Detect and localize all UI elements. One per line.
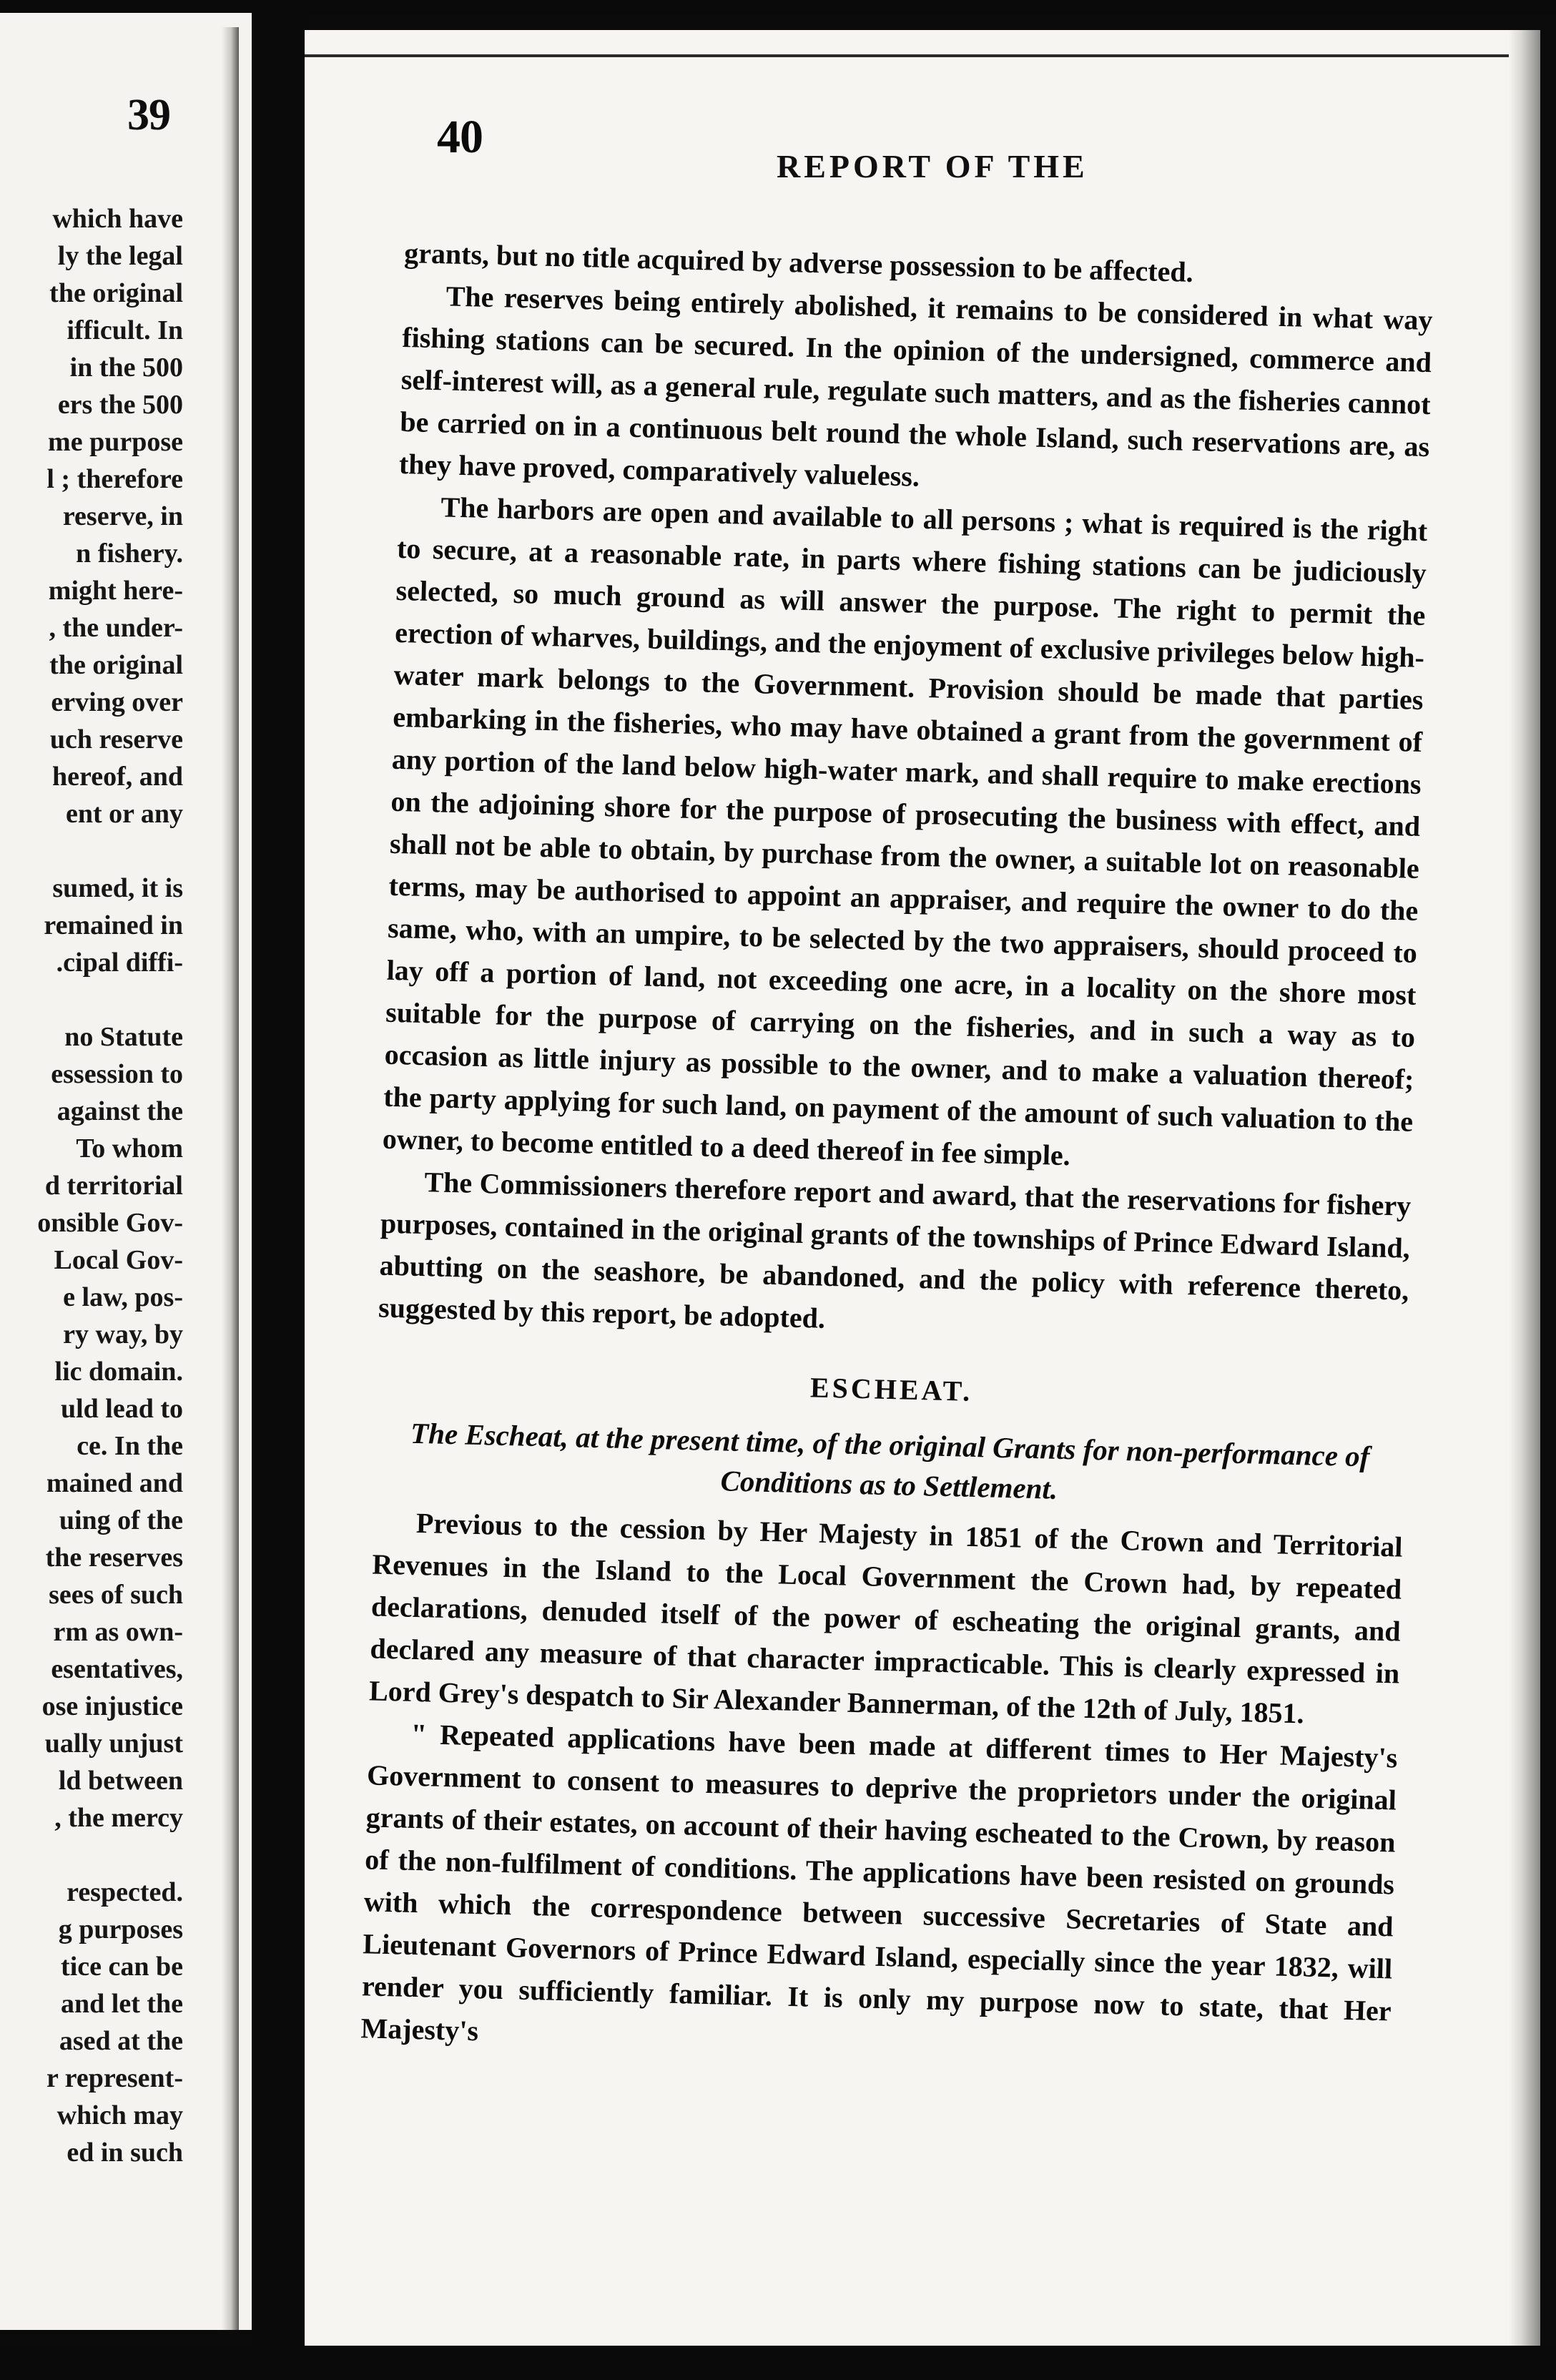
- previous-page-line: ce. In the: [77, 1431, 183, 1461]
- previous-page-line: tice can be: [61, 1952, 183, 1982]
- previous-page-line: reserve, in: [62, 501, 183, 531]
- previous-page-line: respected.: [67, 1877, 183, 1907]
- page-top-rule: [305, 54, 1513, 57]
- previous-page-line: g purposes: [58, 1914, 183, 1944]
- previous-page-line: might here-: [48, 576, 183, 606]
- current-page: [305, 30, 1540, 2347]
- previous-page-line: ased at the: [59, 2026, 183, 2056]
- page-edge-shadow: [1509, 30, 1540, 2347]
- paragraph: The harbors are open and available to all persons ; what is required is the right to secure, at a reasonable rate, in parts where fishing stations can be judiciously selected, so much ground as will answer the purpose. The right to permit the erection of wharves, buildings, and the enjoyment of exclusive privileges below high-water mark belongs to the Government. Provision should be made that parties embarking in the fisheries, who may have obtained a grant from the government of any portion of the land below high-water mark, and shall require to make erections on the adjoining shore for the purpose of prosecuting the business with effect, and shall not be able to obtain, by purchase from the owner, a suitable lot on reasonable terms, may be authorised to appoint an appraiser, and require the owner to do the same, who, with an umpire, to be selected by the two appraisers, should proceed to lay off a portion of land, not exceeding one acre, in a locality on the shore most suitable for the purpose of carrying on the fisheries, and in such a way as to occasion as little injury as possible to the owner, and to make a valuation thereof; the party applying for such land, on payment of the amount of such valuation to the owner, to become entitled to a deed thereof in fee simple.: [382, 491, 1428, 1172]
- previous-page-line: [0, 1836, 183, 1874]
- previous-page-line: Local Gov-: [54, 1245, 183, 1275]
- previous-page-line: ers the 500: [57, 390, 183, 420]
- paragraphs-after-heading: [360, 1500, 1403, 2074]
- paragraph: The Commissioners therefore report and award, that the reservations for fishery purposes, contained in the original grants of the townships of Prince Edward Island, abutting on the seashore, be abandoned, and the policy with reference thereto, suggested by this report, be adopted.: [378, 1166, 1412, 1334]
- previous-page-line: no Statute: [64, 1022, 183, 1052]
- previous-page-line: onsible Gov-: [37, 1208, 183, 1238]
- previous-page-line: lic domain.: [54, 1357, 183, 1387]
- previous-page-line: esentatives,: [51, 1654, 183, 1684]
- previous-page-line: [0, 981, 183, 1018]
- previous-page-line: and let the: [61, 1989, 183, 2019]
- previous-page-line: ose injustice: [41, 1691, 183, 1721]
- previous-page-line: rm as own-: [53, 1617, 183, 1647]
- previous-page-line: d territorial: [44, 1171, 183, 1201]
- book-gutter: [252, 0, 309, 2380]
- previous-page-line: me purpose: [48, 427, 183, 457]
- paragraphs-before-heading: [378, 232, 1434, 1354]
- previous-page-line: in the 500: [69, 353, 183, 383]
- previous-page-line: r represent-: [46, 2063, 183, 2093]
- previous-page-line: against the: [56, 1096, 183, 1126]
- paragraph: grants, but no title acquired by adverse possession to be affected.: [403, 236, 1194, 288]
- previous-page-text-fragment: [0, 200, 183, 2171]
- previous-page-line: essession to: [51, 1059, 183, 1089]
- running-head: REPORT OF THE: [777, 148, 1088, 185]
- previous-page-line: ed in such: [67, 2138, 183, 2168]
- previous-page-line: uch reserve: [49, 724, 183, 754]
- previous-page-line: ry way, by: [63, 1319, 183, 1349]
- previous-page-line: e law, pos-: [63, 1282, 183, 1312]
- body-text: [360, 232, 1434, 2074]
- scan-bottom-border: [0, 2346, 1556, 2380]
- previous-page-edge-shadow: [222, 27, 239, 2330]
- previous-page-line: the reserves: [45, 1543, 183, 1573]
- previous-page-line: [0, 832, 183, 870]
- paragraph: Previous to the cession by Her Majesty in 1851 of the Crown and Territorial Revenues in the Island to the Local Government the Crown had, by repeated declarations, denuded itself of the power of escheating the original grants, and declared any measure of that character impracticable. This is clearly expressed in Lord Grey's despatch to Sir Alexander Bannerman, of the 12th of July, 1851.: [368, 1506, 1404, 1730]
- previous-page-line: To whom: [76, 1134, 183, 1164]
- previous-page-line: which have: [52, 204, 183, 234]
- previous-page-line: mained and: [46, 1468, 183, 1498]
- section-subheading: The Escheat, at the present time, of the original Grants for non-performance of Conditions as to Settlement.: [410, 1416, 1370, 1505]
- previous-page-line: uld lead to: [60, 1394, 183, 1424]
- previous-page: [0, 13, 252, 2330]
- previous-page-number: 39: [127, 91, 170, 139]
- previous-page-line: ifficult. In: [67, 315, 183, 345]
- previous-page-line: ually unjust: [44, 1729, 183, 1759]
- previous-page-line: the original: [49, 278, 183, 308]
- previous-page-line: ent or any: [66, 799, 183, 829]
- section-heading: ESCHEAT.: [809, 1371, 973, 1407]
- previous-page-line: the original: [49, 650, 183, 680]
- previous-page-line: ld between: [58, 1766, 183, 1796]
- previous-page-line: .cipal diffi-: [56, 948, 183, 978]
- scan-top-border: [0, 0, 1556, 14]
- paragraph: The reserves being entirely abolished, it remains to be considered in what way fishing stations can be secured. In the opinion of the undersigned, commerce and self-interest will, as a general rule, regulate such matters, and as the fisheries cannot be carried on in a continuous belt round the whole Island, such reservations are, as they have proved, comparatively valueless.: [398, 280, 1433, 493]
- previous-page-line: remained in: [44, 910, 183, 940]
- page-number: 40: [437, 111, 483, 163]
- previous-page-line: erving over: [51, 687, 183, 717]
- previous-page-line: n fishery.: [76, 539, 183, 569]
- paragraph: " Repeated applications have been made at different times to Her Majesty's Government to consent to measures to deprive the proprietors under the original grants of their estates, on account of their having escheated to the Crown, by reason of the non-fulfilment of conditions. The applications have been resisted on grounds with which the correspondence between successive Secretaries of State and Lieutenant Governors of Prince Edward Island, especially since the year 1832, will render you sufficiently familiar. It is only my purpose now to state, that Her Majesty's: [360, 1717, 1398, 2047]
- previous-page-line: uing of the: [59, 1505, 183, 1535]
- previous-page-line: , the mercy: [54, 1803, 183, 1833]
- previous-page-line: sees of such: [49, 1580, 183, 1610]
- previous-page-line: which may: [56, 2100, 183, 2130]
- previous-page-line: hereof, and: [52, 762, 183, 792]
- previous-page-line: sumed, it is: [52, 873, 183, 903]
- previous-page-line: , the under-: [49, 613, 183, 643]
- previous-page-line: ly the legal: [57, 241, 183, 271]
- previous-page-line: l ; therefore: [46, 464, 183, 494]
